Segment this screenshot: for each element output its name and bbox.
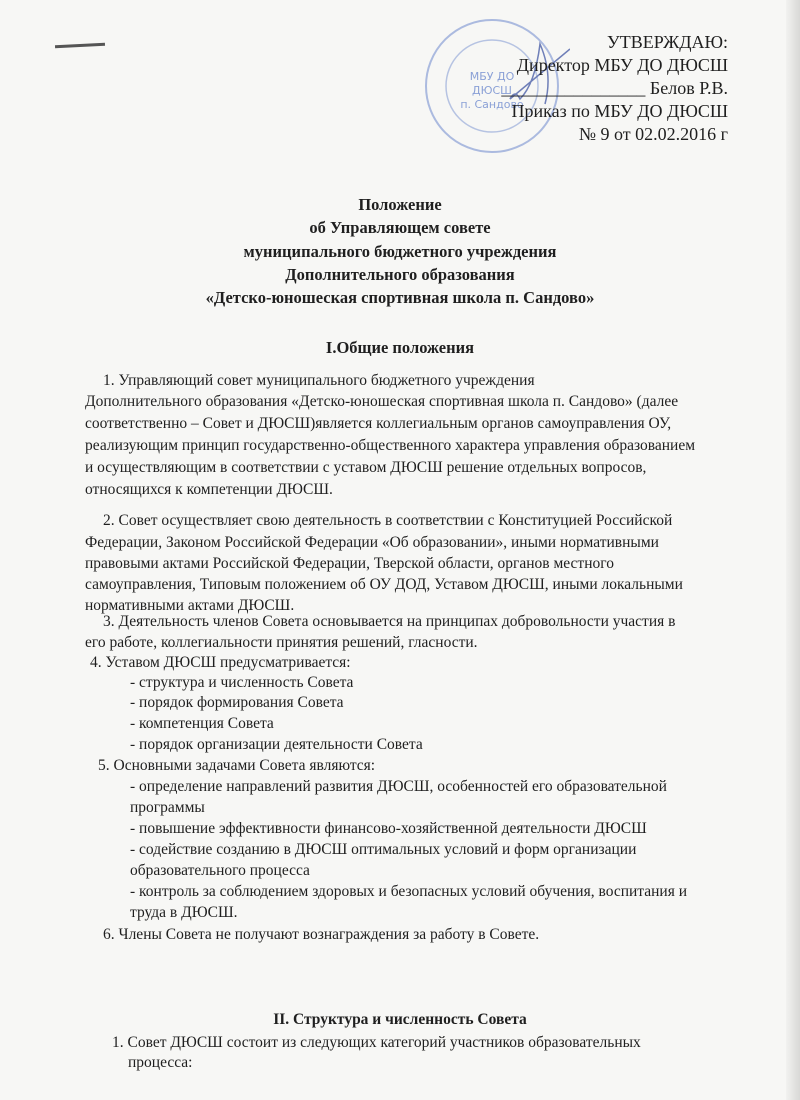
text-line: соответственно – Совет и ДЮСШ)является коллегиальным органов самоуправления ОУ, <box>85 415 672 432</box>
text-line: 1. Совет ДЮСШ состоит из следующих категорий участников образовательных <box>112 1034 641 1051</box>
text-line: 3. Деятельность членов Совета основывается на принципах добровольности участия в <box>103 613 676 630</box>
section-2-heading: II. Структура и численность Совета <box>273 1011 527 1028</box>
text-line: самоуправления, Типовым положением об ОУ ДОД, Уставом ДЮСШ, иными локальными <box>85 576 683 593</box>
svg-text:п. Сандово: п. Сандово <box>460 98 524 111</box>
title-line: «Детско-юношеская спортивная школа п. Сандово» <box>205 288 595 307</box>
text-line: процесса: <box>128 1054 193 1071</box>
text-line: - порядок организации деятельности Совета <box>130 736 423 753</box>
approval-order-date: № 9 от 02.02.2016 г <box>578 124 728 144</box>
title-line: Дополнительного образования <box>285 265 515 284</box>
text-line: 5. Основными задачами Совета являются: <box>98 757 376 774</box>
text-line: реализующим принцип государственно-общественного характера управления образованием <box>85 437 696 454</box>
approval-order: Приказ по МБУ ДО ДЮСШ <box>511 101 728 121</box>
svg-text:ДЮСШ: ДЮСШ <box>472 84 512 97</box>
text-line: - порядок формирования Совета <box>130 694 344 711</box>
text-line: образовательного процесса <box>130 862 310 879</box>
text-line: - содействие созданию в ДЮСШ оптимальных условий и форм организации <box>130 841 637 858</box>
approval-position: Директор МБУ ДО ДЮСШ <box>516 55 728 75</box>
section-1-heading: I.Общие положения <box>325 338 475 357</box>
text-line: труда в ДЮСШ. <box>130 904 238 921</box>
text-line: 2. Совет осуществляет свою деятельность в соответствии с Конституцией Российской <box>103 512 673 529</box>
text-line: относящихся к компетенции ДЮСШ. <box>85 481 333 498</box>
text-line: - компетенция Совета <box>130 715 274 732</box>
text-line: 1. Управляющий совет муниципального бюджетного учреждения <box>103 372 535 389</box>
approval-title: УТВЕРЖДАЮ: <box>606 32 728 52</box>
text-line: - структура и численность Совета <box>130 674 354 691</box>
scan-edge <box>786 0 800 1100</box>
svg-text:МБУ ДО: МБУ ДО <box>469 70 515 83</box>
text-line: Дополнительного образования «Детско-юношеская спортивная школа п. Сандово» (далее <box>85 393 679 410</box>
text-line: программы <box>130 799 205 816</box>
text-line: 6. Члены Совета не получают вознаграждения за работу в Совете. <box>103 926 540 943</box>
title-line: Положение <box>358 195 442 214</box>
pen-mark <box>55 43 105 49</box>
text-line: его работе, коллегиальности принятия решений, гласности. <box>85 634 478 651</box>
approval-signatory: ________________ Белов Р.В. <box>501 78 728 98</box>
text-line: - контроль за соблюдением здоровых и безопасных условий обучения, воспитания и <box>130 883 688 900</box>
text-line: - определение направлений развития ДЮСШ, особенностей его образовательной <box>130 778 667 795</box>
text-line: нормативными актами ДЮСШ. <box>85 597 295 614</box>
title-line: об Управляющем совете <box>309 218 491 237</box>
text-line: - повышение эффективности финансово-хозяйственной деятельности ДЮСШ <box>130 820 647 837</box>
text-line: Федерации, Законом Российской Федерации «Об образовании», иными нормативными <box>85 534 659 551</box>
title-line: муниципального бюджетного учреждения <box>243 242 557 261</box>
text-line: 4. Уставом ДЮСШ предусматривается: <box>90 654 351 671</box>
text-line: правовыми актами Российской Федерации, Тверской области, органов местного <box>85 555 614 572</box>
text-line: и осуществляющим в соответствии с уставом ДЮСШ решение отдельных вопросов, <box>85 459 647 476</box>
